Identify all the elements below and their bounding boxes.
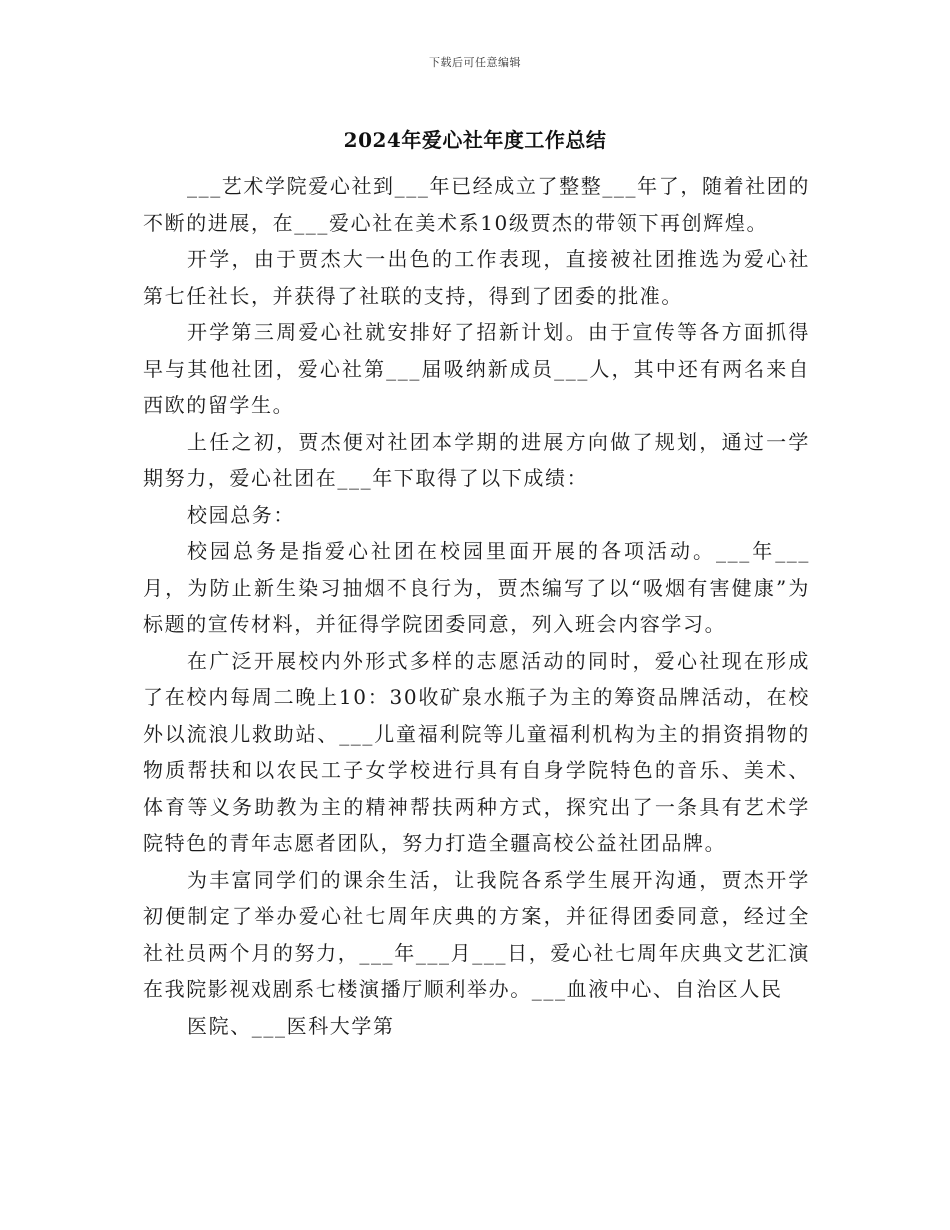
paragraph: 为丰富同学们的课余生活，让我院各系学生展开沟通，贾杰开学初便制定了举办爱心社七周年庆典的方案，并征得团委同意，经过全社社员两个月的努力，___年___月___日，爱心社七周年庆典文艺汇演在我院影视戏剧系七楼演播厅顺利举办。___血液中心、自治区人民: [143, 867, 810, 1001]
document-body: [143, 168, 810, 1044]
header-note: 下载后可任意编辑: [429, 56, 521, 69]
document-title: 2024年爱心社年度工作总结: [343, 128, 607, 152]
section-heading: 校园总务：: [187, 502, 295, 527]
paragraph: 校园总务是指爱心社团在校园里面开展的各项活动。___年___月，为防止新生染习抽烟不良行为，贾杰编写了以“吸烟有害健康”为标题的宣传材料，并征得学院团委同意，列入班会内容学习。: [143, 539, 810, 636]
paragraph: ___艺术学院爱心社到___年已经成立了整整___年了，随着社团的不断的进展，在___爱心社在美术系10级贾杰的带领下再创辉煌。: [143, 174, 810, 235]
paragraph: 上任之初，贾杰便对社团本学期的进展方向做了规划，通过一学期努力，爱心社团在___年下取得了以下成绩：: [143, 429, 810, 490]
paragraph: 在广泛开展校内外形式多样的志愿活动的同时，爱心社现在形成了在校内每周二晚上10：30收矿泉水瓶子为主的筹资品牌活动，在校外以流浪儿救助站、___儿童福利院等儿童福利机构为主的捐资捐物的物质帮扶和以农民工子女学校进行具有自身学院特色的音乐、美术、体育等义务助教为主的精神帮扶两种方式，探究出了一条具有艺术学院特色的青年志愿者团队，努力打造全疆高校公益社团品牌。: [143, 648, 810, 855]
paragraph: 开学，由于贾杰大一出色的工作表现，直接被社团推选为爱心社第七任社长，并获得了社联的支持，得到了团委的批准。: [143, 247, 810, 308]
paragraph: 医院、___医科大学第: [187, 1013, 395, 1038]
paragraph: 开学第三周爱心社就安排好了招新计划。由于宣传等各方面抓得早与其他社团，爱心社第___届吸纳新成员___人，其中还有两名来自西欧的留学生。: [143, 320, 810, 417]
